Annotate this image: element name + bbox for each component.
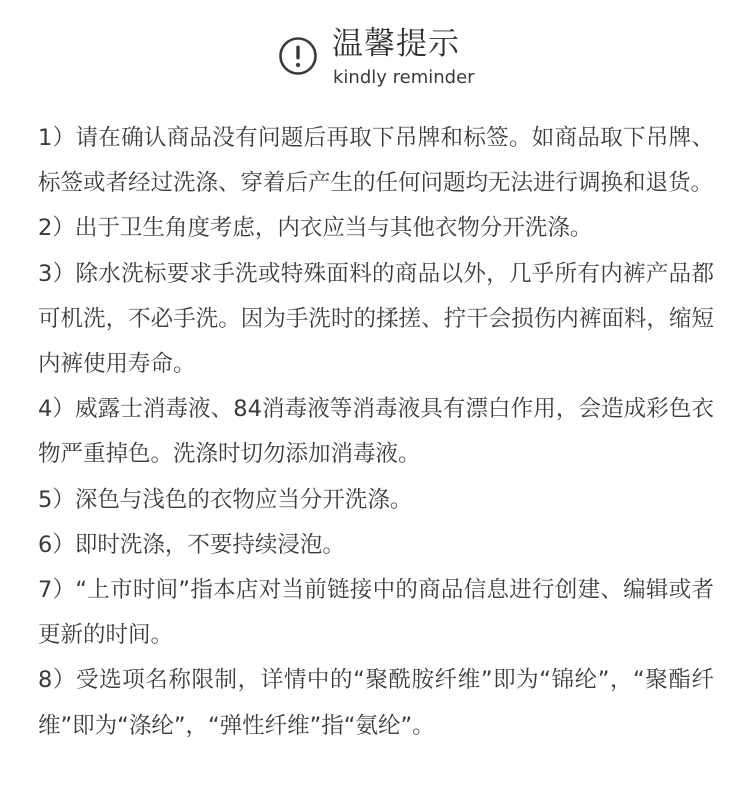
note-item: 7）“上市时间”指本店对当前链接中的商品信息进行创建、编辑或者更新的时间。 — [38, 577, 714, 649]
note-item: 8）受选项名称限制，详情中的“聚酰胺纤维”即为“锦纶”，“聚酯纤维”即为“涤纶”，“弹性纤维”指“氨纶”。 — [38, 667, 714, 739]
note-item: 5）深色与浅色的衣物应当分开洗涤。 — [38, 486, 413, 513]
note-item: 2）出于卫生角度考虑，内衣应当与其他衣物分开洗涤。 — [38, 215, 593, 242]
page-subtitle: kindly reminder — [333, 67, 475, 88]
note-item: 6）即时洗涤，不要持续浸泡。 — [38, 531, 345, 558]
note-item: 3）除水洗标要求手洗或特殊面料的商品以外，几乎所有内裤产品都可机洗，不必手洗。因为手洗时的揉搓、拧干会损伤内裤面料，缩短内裤使用寿命。 — [38, 260, 714, 378]
alert-circle-icon — [278, 36, 318, 76]
notes-list — [38, 116, 714, 749]
header — [0, 24, 750, 94]
note-item: 1）请在确认商品没有问题后再取下吊牌和标签。如商品取下吊牌、标签或者经过洗涤、穿着后产生的任何问题均无法进行调换和退货。 — [38, 125, 714, 197]
page-title: 温馨提示 — [332, 26, 460, 62]
note-item: 4）威露士消毒液、84消毒液等消毒液具有漂白作用，会造成彩色衣物严重掉色。洗涤时切勿添加消毒液。 — [38, 396, 714, 468]
